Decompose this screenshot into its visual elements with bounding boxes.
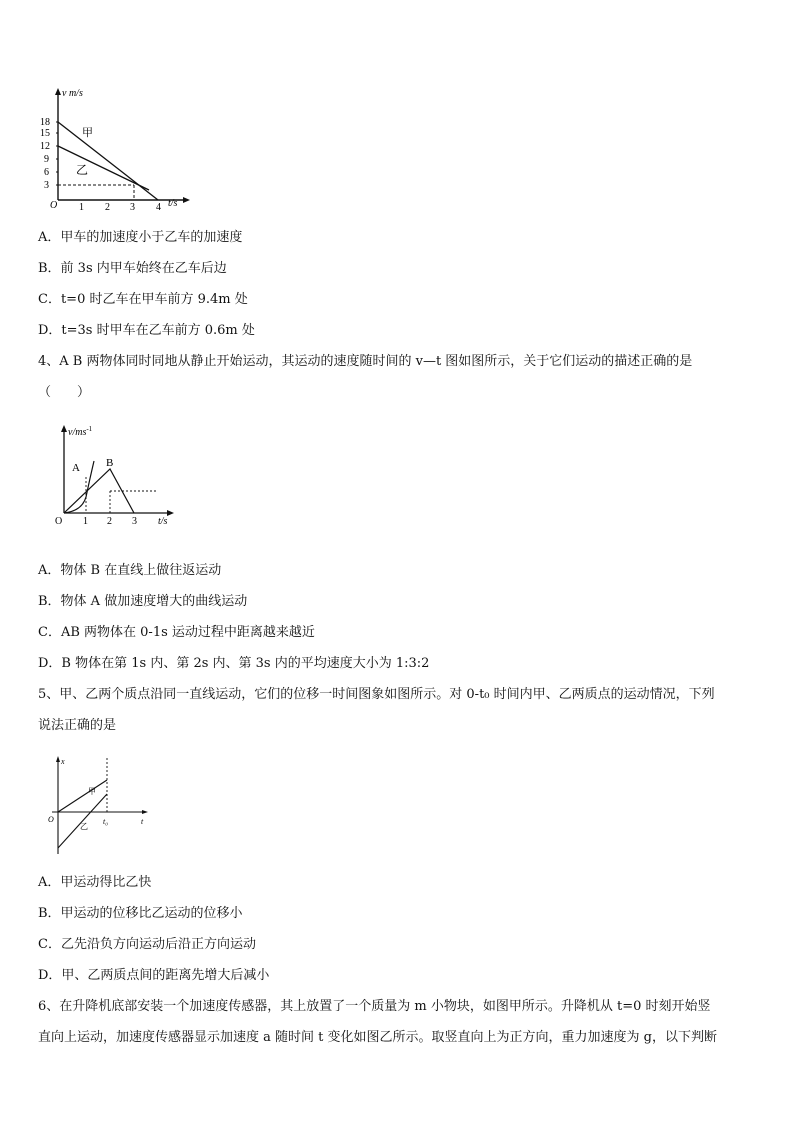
fig2-label-a: A [72, 462, 80, 474]
q5-option-d: D．甲、乙两质点间的距离先增大后减小 [38, 968, 270, 983]
fig1-line-jia [58, 122, 158, 200]
fig1-ytick: 6 [44, 167, 49, 178]
q4-stem: 4、A B 两物体同时同地从静止开始运动，其运动的速度随时间的 v—t 图如图所示，关于它们运动的描述正确的是 [38, 354, 693, 369]
fig1-ytick: 12 [40, 141, 50, 152]
fig2-xlabel: t/s [158, 516, 168, 527]
fig3-label-jia: 甲 [88, 787, 96, 796]
fig1-label-yi: 乙 [76, 163, 89, 177]
fig1-ylabel: v m/s [62, 88, 83, 99]
q4-paren: （ ） [38, 385, 91, 400]
fig1-origin: O [50, 200, 58, 211]
fig1-xtick: 2 [105, 202, 110, 212]
figure-xt-jia-yi [44, 754, 156, 858]
fig2-ylabel: $v/ms^{-1}$ [68, 425, 93, 438]
q4-option-b: B．物体 A 做加速度增大的曲线运动 [38, 594, 248, 609]
q4-option-d: D．B 物体在第 1s 内、第 2s 内、第 3s 内的平均速度大小为 1:3:2 [38, 656, 430, 671]
q5-stem-line2: 说法正确的是 [38, 718, 117, 733]
fig3-line-yi [58, 794, 107, 848]
q3-option-c: C．t=0 时乙车在甲车前方 9.4m 处 [38, 292, 248, 307]
fig1-ytick: 15 [40, 128, 50, 139]
fig2-xtick: 3 [132, 516, 137, 527]
fig3-origin: O [48, 815, 54, 824]
q5-option-a: A．甲运动得比乙快 [38, 875, 152, 890]
fig1-ytick: 9 [44, 154, 49, 165]
fig3-tick: t₀ [103, 817, 109, 826]
fig1-ytick: 3 [44, 180, 49, 191]
fig1-xtick: 3 [130, 202, 135, 212]
fig1-ytick: 18 [40, 117, 50, 128]
fig1-label-jia: 甲 [82, 127, 93, 139]
q6-line2: 直向上运动，加速度传感器显示加速度 a 随时间 t 变化如图乙所示。取竖直向上为正方向，重力加速度为 g，以下判断 [38, 1030, 717, 1045]
fig1-line-yi [58, 146, 149, 190]
q3-option-a: A．甲车的加速度小于乙车的加速度 [38, 230, 243, 245]
q5-stem-line1: 5、甲、乙两个质点沿同一直线运动，它们的位移一时间图象如图所示。对 0-t₀ 时间内甲、乙两质点的运动情况，下列 [38, 687, 715, 702]
fig3-label-yi: 乙 [80, 822, 88, 831]
figure-vt-a-b [52, 423, 182, 527]
fig3-ylabel: x [61, 757, 65, 766]
fig1-xlabel: t/s [168, 198, 178, 209]
fig1-xtick: 4 [156, 202, 161, 212]
fig3-xlabel: t [141, 817, 144, 826]
q5-option-c: C．乙先沿负方向运动后沿正方向运动 [38, 937, 256, 952]
fig2-xtick: 1 [83, 516, 88, 527]
figure-vt-jia-yi [36, 84, 196, 212]
q3-option-b: B．前 3s 内甲车始终在乙车后边 [38, 261, 227, 276]
fig2-xtick: 2 [107, 516, 112, 527]
q6-line1: 6、在升降机底部安装一个加速度传感器，其上放置了一个质量为 m 小物块，如图甲所示。升降机从 t=0 时刻开始竖 [38, 999, 711, 1014]
fig2-origin: O [55, 516, 63, 527]
fig2-label-b: B [106, 457, 114, 469]
fig1-xtick: 1 [79, 202, 84, 212]
q4-option-c: C．AB 两物体在 0-1s 运动过程中距离越来越近 [38, 625, 315, 640]
q3-option-d: D．t=3s 时甲车在乙车前方 0.6m 处 [38, 323, 255, 338]
q4-option-a: A．物体 B 在直线上做往返运动 [38, 563, 222, 578]
fig3-line-jia [58, 780, 107, 812]
q5-option-b: B．甲运动的位移比乙运动的位移小 [38, 906, 243, 921]
